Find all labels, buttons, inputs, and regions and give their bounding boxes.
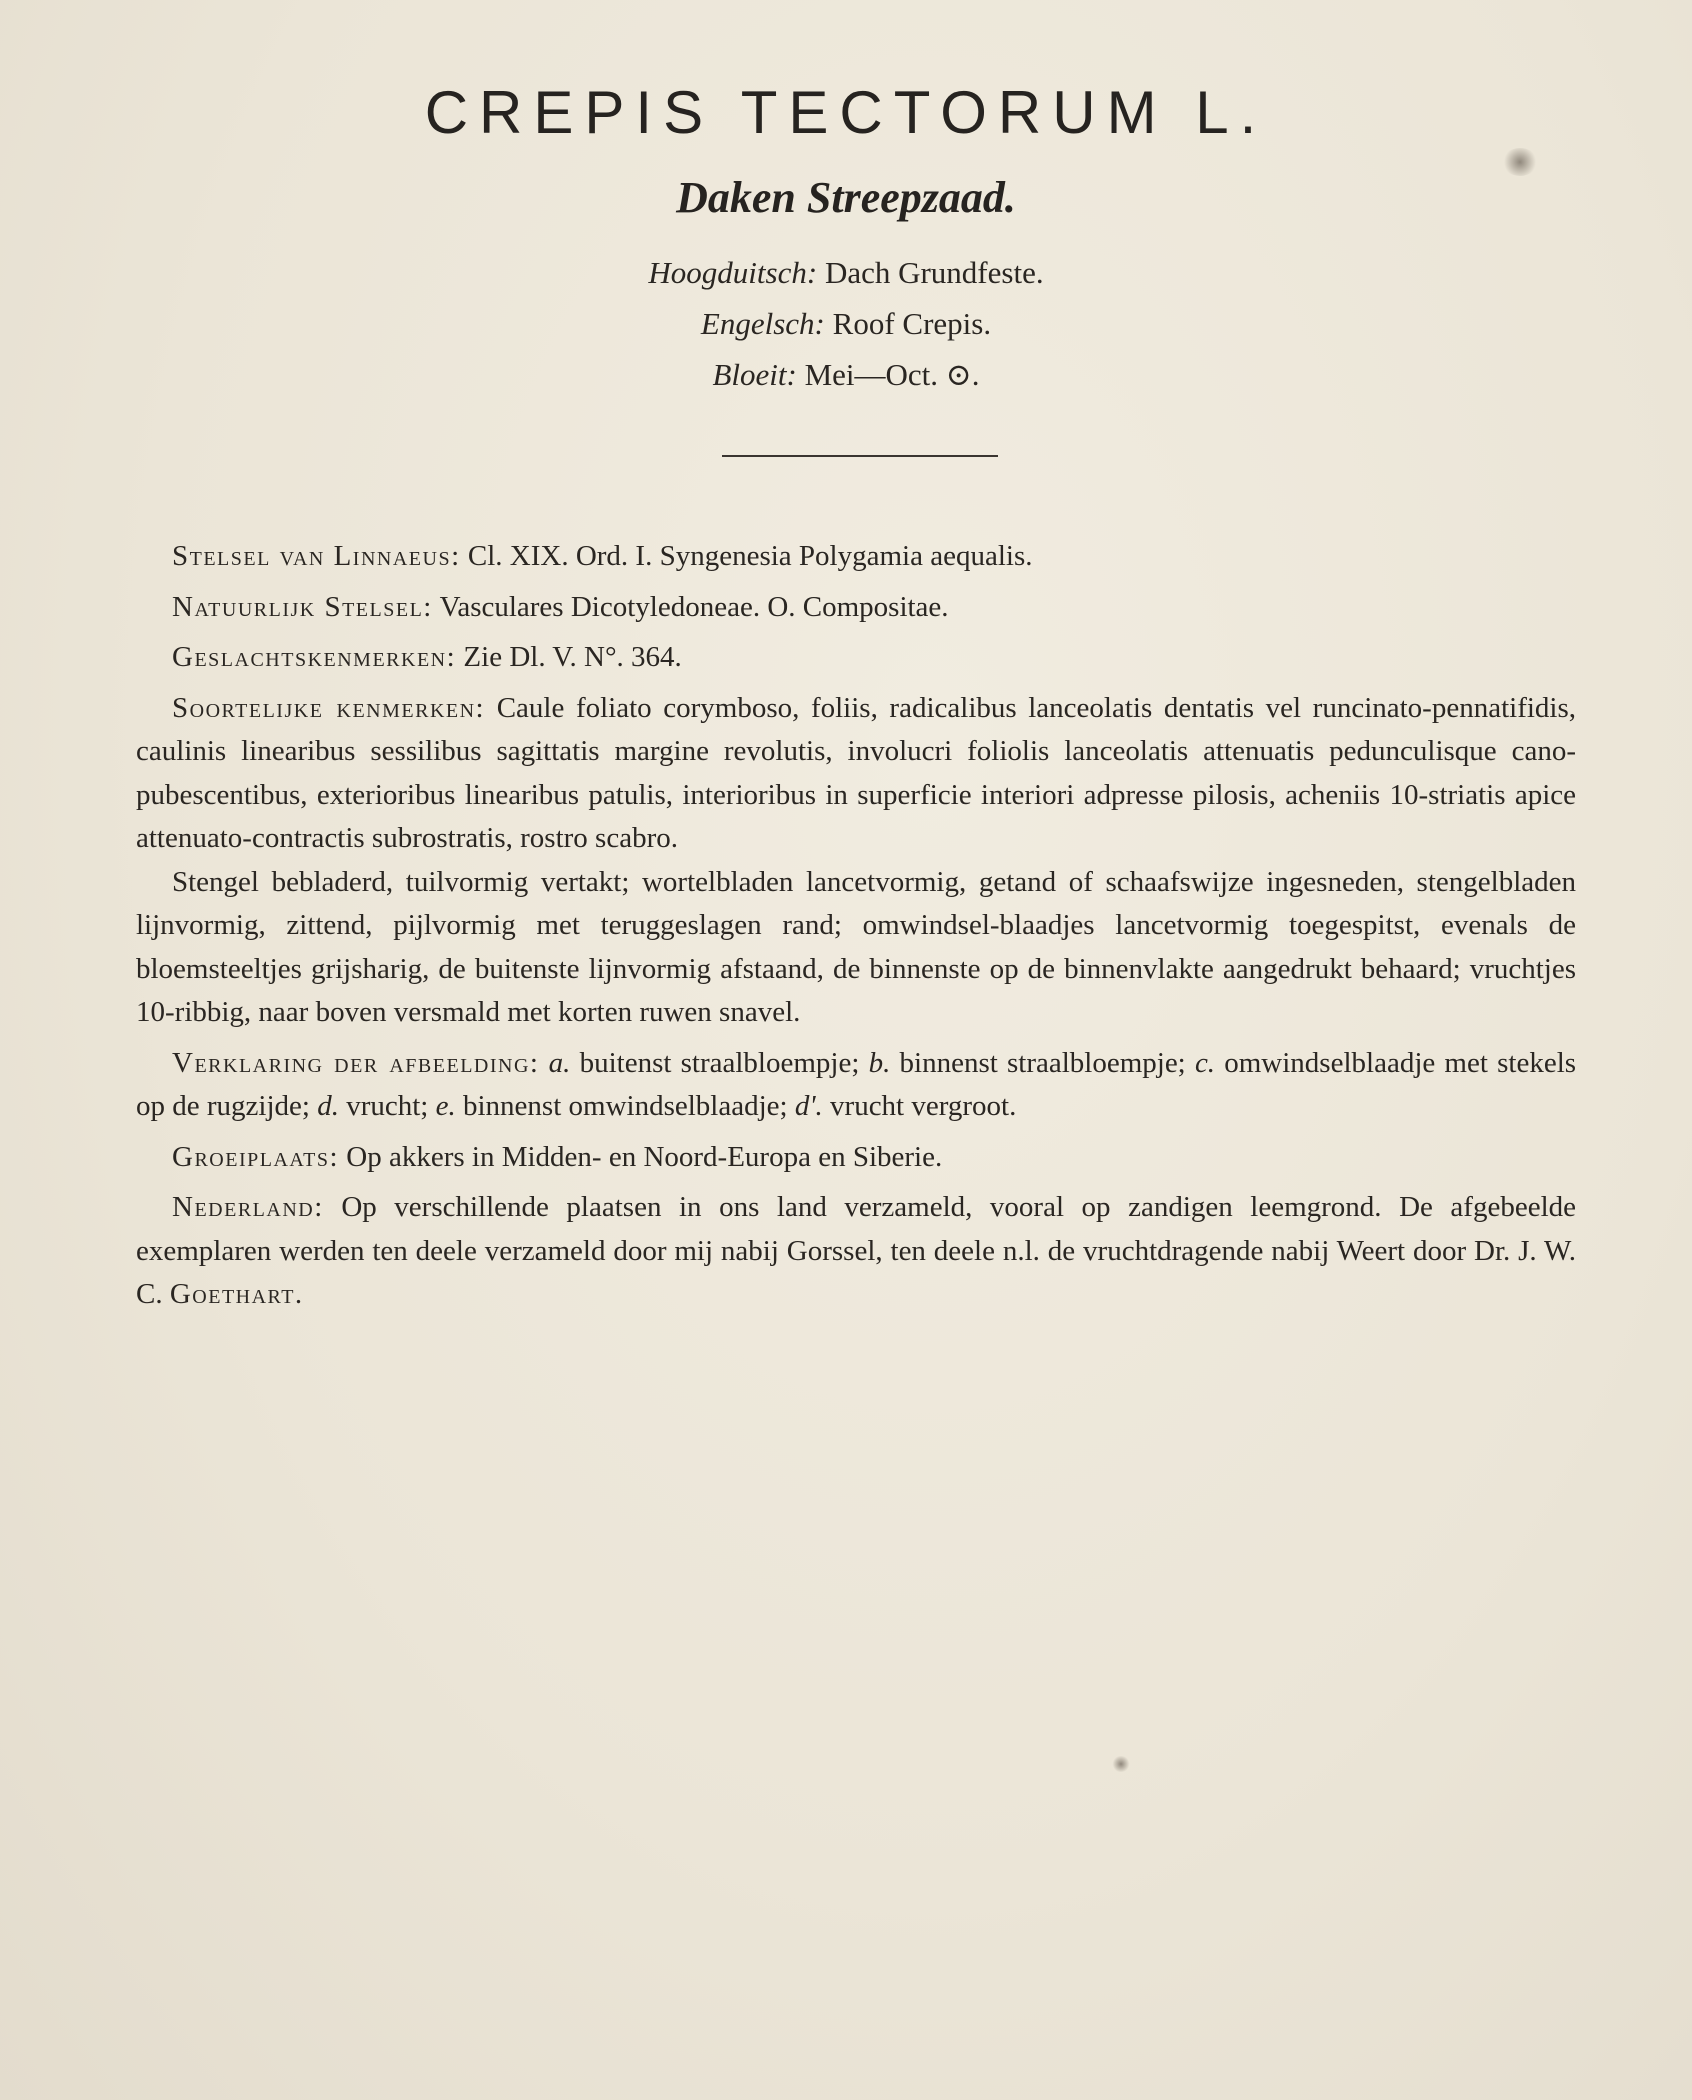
explanation-label: Verklaring der afbeelding: [172,1046,540,1079]
page-title: CREPIS TECTORUM L. [424,79,1268,146]
linnaeus-text: Cl. XIX. Ord. I. Syngenesia Polygamia aequalis. [467,540,1033,572]
dutch-description-paragraph [136,861,1576,1035]
figure-text-a: buitenst straalbloempje; [579,1046,860,1079]
figure-key-d-prime: d'. [794,1090,823,1122]
common-name: Daken Streepzaad. [676,173,1016,222]
figure-key-a: a. [548,1046,571,1079]
genus-label: Geslachtskenmerken: [172,641,457,673]
genus-text: Zie Dl. V. N°. 364. [463,641,682,673]
habitat-label: Groeiplaats: [172,1140,340,1173]
natural-system-paragraph [136,586,1576,630]
genus-paragraph [136,636,1576,680]
description-body [136,535,1576,1324]
linnaeus-label: Stelsel van Linnaeus: [172,540,461,572]
netherlands-end: . [294,1278,303,1310]
english-label: Engelsch: [700,306,825,341]
netherlands-text: Op verschillende plaatsen in ons land verzameld, vooral op zandigen leemgrond. De afgebeelde exemplaren werden ten deele verzameld door mij nabij Gorssel, ten deele n.l. de vruchtdragende nabij Weert door Dr. J. W. C. [136,1191,1577,1310]
divider-rule [722,455,998,457]
explanation-paragraph [136,1042,1576,1129]
bloom-label: Bloeit: [712,357,797,392]
linnaeus-paragraph [136,535,1576,579]
english-name-line [0,306,1692,342]
dutch-description-text: Stengel bebladerd, tuilvormig vertakt; wortelbladen lancetvormig, getand of schaafswijze ingesneden, stengelbladen lijnvormig, zittend, pijlvormig met teruggeslagen rand; omwindsel-blaadjes lancetvormig toegespitst, evenals de bloemsteeltjes grijsharig, de buitenste lijnvormig afstaand, de binnenste op de binnenvlakte aangedrukt behaard; vruchtjes 10-ribbig, naar boven versmald met korten ruwen snavel. [136,865,1576,1028]
natural-system-label: Natuurlijk Stelsel: [172,590,433,623]
netherlands-paragraph [136,1186,1576,1317]
habitat-text: Op akkers in Midden- en Noord-Europa en Siberie. [346,1140,943,1173]
figure-key-d: d. [317,1090,339,1122]
german-label: Hoogduitsch: [648,255,818,290]
figure-text-e: binnenst omwindselblaadje; [462,1090,788,1122]
figure-text-b: binnenst straalbloempje; [899,1046,1186,1079]
figure-key-b: b. [868,1046,891,1079]
natural-system-text: Vasculares Dicotyledoneae. O. Compositae. [439,590,949,623]
figure-text-d: vrucht; [346,1090,429,1122]
figure-key-e: e. [435,1090,456,1122]
english-value: Roof Crepis. [832,306,992,341]
habitat-paragraph [136,1136,1576,1180]
figure-text-c: omwindselblaadje met stekels op de rugzijde; [136,1046,1577,1122]
figure-key-c: c. [1194,1046,1216,1079]
species-text: Caule foliato corymboso, foliis, radicalibus lanceolatis dentatis vel runcinato-pennatifidis, caulinis linearibus sessilibus sagittatis margine revolutis, involucri foliolis lanceolatis attenuatis pedunculisque cano-pubescentibus, exterioribus linearibus patulis, interioribus in superficie interiori adpresse pilosis, acheniis 10-striatis apice attenuato-contractis subrostratis, rostro scabro. [136,691,1577,854]
netherlands-author: Goethart [169,1278,295,1310]
ink-spot [1112,1756,1130,1772]
german-name-line [0,255,1692,291]
figure-text-d-prime: vrucht vergroot. [830,1090,1017,1122]
bloom-line [0,357,1692,393]
species-paragraph [136,687,1576,861]
german-value: Dach Grundfeste. [824,255,1044,290]
netherlands-label: Nederland: [172,1191,324,1223]
species-label: Soortelijke kenmerken: [172,691,486,724]
bloom-value: Mei—Oct. ⊙. [804,357,980,392]
